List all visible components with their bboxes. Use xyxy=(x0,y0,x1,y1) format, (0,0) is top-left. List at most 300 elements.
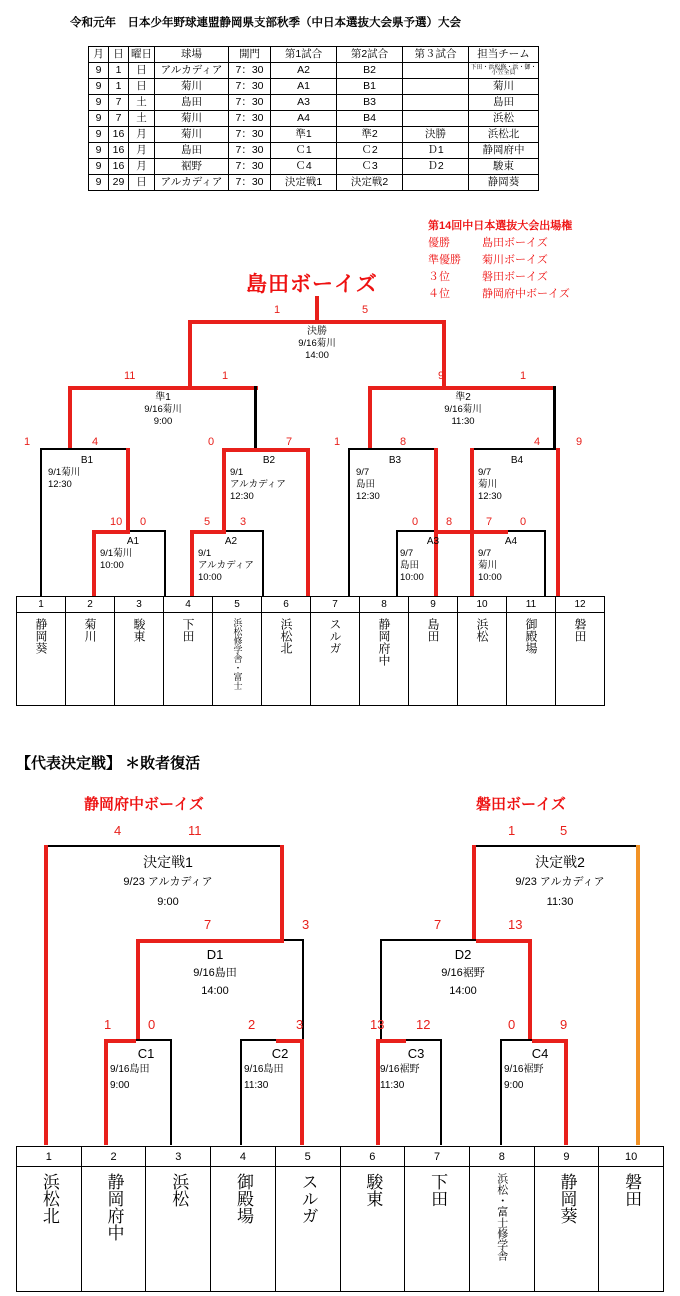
bracket-line xyxy=(190,530,194,596)
bracket-line xyxy=(500,1039,532,1041)
team-cell xyxy=(469,1146,535,1292)
first-a2-time: 10:00 xyxy=(198,572,222,583)
cell-day: 16 xyxy=(109,143,129,159)
team-no: 10 xyxy=(599,1147,663,1167)
schedule-table xyxy=(88,46,539,191)
semi2-label: 準2 xyxy=(455,392,471,403)
cell-field: 裾野 xyxy=(155,159,229,175)
cell-team xyxy=(469,63,539,79)
playoff-c3-score-left: 13 xyxy=(370,1017,385,1032)
team-name: 駿東 xyxy=(132,618,146,642)
cell-game3 xyxy=(403,63,469,79)
team-no: 4 xyxy=(211,1147,275,1167)
playoff-c3-label: C3 xyxy=(407,1046,425,1061)
cell-field: アルカディア xyxy=(155,63,229,79)
cell-game1: A3 xyxy=(271,95,337,111)
team-cell xyxy=(457,596,507,706)
first-a4-time: 10:00 xyxy=(478,572,502,583)
quarter-b4-date: 9/7 xyxy=(478,467,492,478)
playoff-c2-date: 9/16島田 xyxy=(244,1064,284,1075)
bracket-line xyxy=(44,845,48,1145)
playoff-semi-d1-score-left: 7 xyxy=(204,917,212,932)
quarter-b2-score-right: 7 xyxy=(286,436,293,448)
team-name: 浜松北 xyxy=(279,618,293,654)
team-cell xyxy=(212,596,262,706)
cell-game2: Ｃ3 xyxy=(337,159,403,175)
schedule-header-cell: 日 xyxy=(109,47,129,63)
bracket-line xyxy=(508,530,546,532)
bracket-line xyxy=(92,530,96,596)
semi1-time: 9:00 xyxy=(153,416,173,427)
schedule-header-cell: 担当チーム xyxy=(469,47,539,63)
cell-open: 7：30 xyxy=(229,143,271,159)
bracket-line xyxy=(553,386,556,448)
playoff-final2-score-left: 1 xyxy=(508,823,516,838)
team-cell xyxy=(261,596,311,706)
first-a1-time: 10:00 xyxy=(100,560,124,571)
cell-dow: 月 xyxy=(129,127,155,143)
playoff-c1-label: C1 xyxy=(137,1046,155,1061)
cell-open: 7：30 xyxy=(229,95,271,111)
team-no: 5 xyxy=(276,1147,340,1167)
quarter-b1-score-right: 4 xyxy=(92,436,99,448)
team-no: 11 xyxy=(507,597,555,613)
team-name: 静岡府中 xyxy=(104,1173,124,1241)
quarter-b2-score-left: 0 xyxy=(208,436,215,448)
first-a3-label: A3 xyxy=(426,536,440,547)
schedule-header-cell: 開門 xyxy=(229,47,271,63)
cell-open: 7：30 xyxy=(229,111,271,127)
team-cell xyxy=(534,1146,600,1292)
team-cell xyxy=(65,596,115,706)
cell-dow: 土 xyxy=(129,95,155,111)
quarter-b3-node xyxy=(356,455,434,503)
cell-day: 16 xyxy=(109,159,129,175)
first-a3-time: 10:00 xyxy=(400,572,424,583)
first-a2-node xyxy=(198,536,264,584)
cell-game2: 決定戦2 xyxy=(337,175,403,191)
cell-day: 29 xyxy=(109,175,129,191)
team-no: 4 xyxy=(164,597,212,613)
team-cell xyxy=(404,1146,470,1292)
team-name: 磐田 xyxy=(573,618,587,642)
cell-game1: 決定戦1 xyxy=(271,175,337,191)
first-a1-label: A1 xyxy=(126,536,140,547)
playoff-c1-node xyxy=(110,1046,182,1094)
team-name: 磐田 xyxy=(622,1173,642,1207)
playoff-c1-score-right: 0 xyxy=(148,1017,156,1032)
semi1-label: 準1 xyxy=(155,392,171,403)
bracket-line xyxy=(368,386,372,448)
schedule-header-cell: 月 xyxy=(89,47,109,63)
cell-team: 駿東 xyxy=(469,159,539,175)
playoff-final2-date: 9/23 アルカディア xyxy=(515,876,605,888)
playoff-c3-node xyxy=(380,1046,452,1094)
quarter-b3-label: B3 xyxy=(388,455,402,466)
bracket-line xyxy=(40,448,130,450)
playoff-final2-label: 決定戦2 xyxy=(535,854,585,870)
bracket-line xyxy=(136,939,284,943)
cell-team: 浜松北 xyxy=(469,127,539,143)
first-a2-score-right: 3 xyxy=(240,516,247,528)
semi2-node xyxy=(408,392,518,428)
cell-game1: Ｃ4 xyxy=(271,159,337,175)
results-note-header: 第14回中日本選抜大会出場権 xyxy=(428,220,573,232)
cell-game1: 準1 xyxy=(271,127,337,143)
playoff-c2-time: 11:30 xyxy=(244,1080,269,1091)
bracket-line xyxy=(636,845,640,1145)
bracket-line xyxy=(348,448,438,450)
team-no: 8 xyxy=(470,1147,534,1167)
cell-team-label: 下田・浜松修・浜・御・小笠全員 xyxy=(470,65,537,76)
playoff-c1-score-left: 1 xyxy=(104,1017,112,1032)
playoff-winner-left: 静岡府中ボーイズ xyxy=(84,796,204,813)
first-a4-score-left: 7 xyxy=(486,516,493,528)
table-row xyxy=(89,143,539,159)
bracket-line xyxy=(470,448,560,450)
team-cell xyxy=(145,1146,211,1292)
final-label: 決勝 xyxy=(307,326,327,337)
team-cell xyxy=(340,1146,406,1292)
semi2-score-right: 1 xyxy=(520,370,527,382)
cell-field: アルカディア xyxy=(155,175,229,191)
bracket-line xyxy=(280,845,284,939)
quarter-b2-time: 12:30 xyxy=(230,491,254,502)
cell-game2: B3 xyxy=(337,95,403,111)
semi1-score-left: 11 xyxy=(124,370,136,382)
bracket-line xyxy=(222,448,226,530)
team-no: 3 xyxy=(115,597,163,613)
first-a1-node xyxy=(100,536,166,572)
playoff-final1-date: 9/23 アルカディア xyxy=(123,876,213,888)
playoff-semi-d1-label: D1 xyxy=(206,947,224,962)
schedule-header-cell: 球場 xyxy=(155,47,229,63)
quarter-b3-score-right: 8 xyxy=(400,436,407,448)
team-cell xyxy=(598,1146,664,1292)
bracket-line xyxy=(222,448,310,452)
results-note-row xyxy=(428,252,572,269)
playoff-c1-date: 9/16島田 xyxy=(110,1064,150,1075)
bracket-line xyxy=(396,530,398,596)
cell-month: 9 xyxy=(89,127,109,143)
cell-game1: A2 xyxy=(271,63,337,79)
schedule-header-row xyxy=(89,47,539,63)
quarter-b2-venue: アルカディア xyxy=(230,479,286,490)
results-note xyxy=(428,218,572,303)
team-no: 1 xyxy=(17,597,65,613)
bracket-line xyxy=(470,530,508,534)
playoff-semi-d1-score-right: 3 xyxy=(302,917,310,932)
team-cell xyxy=(16,1146,82,1292)
team-name: 下田 xyxy=(428,1173,448,1207)
playoff-c4-date: 9/16裾野 xyxy=(504,1064,544,1075)
cell-game2: B2 xyxy=(337,63,403,79)
playoff-c4-score-left: 0 xyxy=(508,1017,516,1032)
playoff-final2-node xyxy=(490,852,630,912)
first-a4-label: A4 xyxy=(504,536,518,547)
team-no: 6 xyxy=(262,597,310,613)
bracket-line xyxy=(500,1039,502,1145)
team-cell xyxy=(163,596,213,706)
first-a3-score-left: 0 xyxy=(412,516,419,528)
first-a4-date: 9/7 xyxy=(478,548,492,559)
cell-team: 静岡葵 xyxy=(469,175,539,191)
playoff-winner-right: 磐田ボーイズ xyxy=(476,796,566,813)
team-no: 6 xyxy=(341,1147,405,1167)
schedule-header-cell: 第1試合 xyxy=(271,47,337,63)
playoff-final1-score-right: 11 xyxy=(188,823,202,838)
bracket-line xyxy=(188,320,192,386)
final-date: 9/16菊川 xyxy=(298,338,336,349)
table-row xyxy=(89,63,539,79)
bracket-line xyxy=(434,530,472,534)
cell-month: 9 xyxy=(89,159,109,175)
team-name: 浜松北 xyxy=(39,1173,59,1224)
cell-open: 7：30 xyxy=(229,63,271,79)
cell-field: 島田 xyxy=(155,143,229,159)
playoff-c4-score-right: 9 xyxy=(560,1017,568,1032)
team-cell xyxy=(310,596,360,706)
cell-dow: 土 xyxy=(129,111,155,127)
cell-day: 16 xyxy=(109,127,129,143)
bracket-line xyxy=(380,939,476,941)
cell-month: 9 xyxy=(89,175,109,191)
cell-day: 1 xyxy=(109,79,129,95)
first-a1-score-right: 0 xyxy=(140,516,147,528)
cell-game1: Ｃ1 xyxy=(271,143,337,159)
team-cell xyxy=(16,596,66,706)
quarter-b4-score-right: 9 xyxy=(576,436,583,448)
quarter-b4-time: 12:30 xyxy=(478,491,502,502)
playoff-semi-d1-node xyxy=(150,946,280,1000)
team-name: スルガ xyxy=(328,618,342,654)
cell-month: 9 xyxy=(89,111,109,127)
table-row xyxy=(89,95,539,111)
cell-open: 7：30 xyxy=(229,159,271,175)
cell-game3 xyxy=(403,79,469,95)
playoff-c2-node xyxy=(244,1046,316,1094)
bracket-line xyxy=(68,386,258,390)
bracket-line xyxy=(528,939,532,1039)
bracket-line xyxy=(44,845,284,847)
playoff-final2-score-right: 5 xyxy=(560,823,568,838)
team-no: 7 xyxy=(311,597,359,613)
playoff-title: 【代表決定戦】 ＊敗者復活 xyxy=(16,755,201,772)
cell-team: 浜松 xyxy=(469,111,539,127)
quarter-b4-label: B4 xyxy=(510,455,524,466)
team-name: 御殿場 xyxy=(233,1173,253,1224)
quarter-b3-time: 12:30 xyxy=(356,491,380,502)
team-name: 浜松修学舎・富士 xyxy=(232,618,243,690)
table-row xyxy=(89,159,539,175)
bracket-line xyxy=(476,939,532,943)
cell-day: 7 xyxy=(109,111,129,127)
team-no: 5 xyxy=(213,597,261,613)
semi1-date: 9/16菊川 xyxy=(144,404,182,415)
cell-day: 1 xyxy=(109,63,129,79)
cell-game2: B1 xyxy=(337,79,403,95)
results-note-row xyxy=(428,286,572,303)
rank-label: 優勝 xyxy=(428,237,450,249)
bracket-line xyxy=(556,448,560,596)
cell-game3 xyxy=(403,95,469,111)
cell-game3: Ｄ2 xyxy=(403,159,469,175)
bracket-line xyxy=(240,1039,242,1145)
cell-dow: 月 xyxy=(129,143,155,159)
team-cell xyxy=(275,1146,341,1292)
rank-label: ４位 xyxy=(428,288,450,300)
first-a2-venue: アルカディア xyxy=(198,560,254,571)
team-no: 9 xyxy=(535,1147,599,1167)
cell-month: 9 xyxy=(89,95,109,111)
cell-game3: Ｄ1 xyxy=(403,143,469,159)
team-name: 浜松 xyxy=(169,1173,189,1207)
cell-game3: 決勝 xyxy=(403,127,469,143)
team-no: 7 xyxy=(405,1147,469,1167)
quarter-b1-date: 9/1菊川 xyxy=(48,467,81,478)
cell-team: 島田 xyxy=(469,95,539,111)
table-row xyxy=(89,111,539,127)
semi2-date: 9/16菊川 xyxy=(444,404,482,415)
playoff-c2-label: C2 xyxy=(271,1046,289,1061)
playoff-c2-score-left: 2 xyxy=(248,1017,256,1032)
bracket-line xyxy=(104,1039,108,1145)
cell-game3 xyxy=(403,175,469,191)
team-cell xyxy=(408,596,458,706)
bracket-line xyxy=(92,530,130,534)
playoff-team-row xyxy=(16,1146,664,1292)
rank-team: 静岡府中ボーイズ xyxy=(482,288,570,300)
bracket-line xyxy=(226,530,264,532)
cell-open: 7：30 xyxy=(229,79,271,95)
playoff-semi-d2-time: 14:00 xyxy=(449,985,477,997)
team-no: 3 xyxy=(146,1147,210,1167)
cell-month: 9 xyxy=(89,143,109,159)
bracket-line xyxy=(126,448,130,530)
team-no: 8 xyxy=(360,597,408,613)
playoff-semi-d2-label: D2 xyxy=(454,947,472,962)
quarter-b2-date: 9/1 xyxy=(230,467,244,478)
playoff-c2-score-right: 3 xyxy=(296,1017,304,1032)
team-no: 2 xyxy=(82,1147,146,1167)
bracket-line xyxy=(470,448,474,530)
results-note-row xyxy=(428,269,572,286)
first-a3-node xyxy=(400,536,466,584)
team-name: 静岡府中 xyxy=(377,618,391,666)
results-note-row xyxy=(428,235,572,252)
first-a3-date: 9/7 xyxy=(400,548,414,559)
table-row xyxy=(89,127,539,143)
bracket-line xyxy=(136,939,140,1039)
first-a4-node xyxy=(478,536,544,584)
bracket-line xyxy=(130,530,166,532)
first-a2-label: A2 xyxy=(224,536,238,547)
cell-game3 xyxy=(403,111,469,127)
quarter-b1-node xyxy=(48,455,126,491)
bracket-line xyxy=(472,845,476,939)
cell-month: 9 xyxy=(89,63,109,79)
first-a2-date: 9/1 xyxy=(198,548,212,559)
quarter-b2-node xyxy=(230,455,308,503)
playoff-semi-d2-score-left: 7 xyxy=(434,917,442,932)
cell-game1: A4 xyxy=(271,111,337,127)
bracket-line xyxy=(348,448,350,596)
quarter-b4-node xyxy=(478,455,556,503)
schedule-header-cell: 第2試合 xyxy=(337,47,403,63)
page-title: 令和元年 日本少年野球連盟静岡県支部秋季（中日本選抜大会県予選）大会 xyxy=(70,17,461,29)
semi2-time: 11:30 xyxy=(451,416,475,427)
playoff-semi-d2-node xyxy=(398,946,528,1000)
team-cell xyxy=(114,596,164,706)
bracket-line xyxy=(396,530,434,532)
playoff-semi-d2-date: 9/16裾野 xyxy=(441,967,485,979)
rank-team: 菊川ボーイズ xyxy=(482,254,548,266)
bracket-line xyxy=(434,448,438,530)
bracket-line xyxy=(544,530,546,596)
playoff-final1-score-left: 4 xyxy=(114,823,122,838)
bracket-line xyxy=(104,1039,136,1043)
bracket-line xyxy=(68,386,72,448)
cell-team: 菊川 xyxy=(469,79,539,95)
cell-dow: 月 xyxy=(129,159,155,175)
team-name: 静岡葵 xyxy=(557,1173,577,1224)
bracket-line xyxy=(470,530,474,596)
cell-month: 9 xyxy=(89,79,109,95)
main-team-row xyxy=(16,596,616,706)
main-champion-label: 島田ボーイズ xyxy=(246,273,378,296)
team-cell xyxy=(359,596,409,706)
bracket-line xyxy=(532,1039,568,1043)
semi1-node xyxy=(108,392,218,428)
quarter-b3-date: 9/7 xyxy=(356,467,370,478)
bracket-line xyxy=(136,1039,172,1041)
first-a1-score-left: 10 xyxy=(110,516,123,528)
team-name: スルガ xyxy=(298,1173,318,1224)
team-no: 9 xyxy=(409,597,457,613)
bracket-line xyxy=(315,296,319,322)
playoff-semi-d1-time: 14:00 xyxy=(201,985,229,997)
cell-game2: 準2 xyxy=(337,127,403,143)
playoff-final1-time: 9:00 xyxy=(157,896,179,908)
team-no: 2 xyxy=(66,597,114,613)
cell-open: 7：30 xyxy=(229,175,271,191)
team-no: 1 xyxy=(17,1147,81,1167)
playoff-c3-time: 11:30 xyxy=(380,1080,405,1091)
first-a3-venue: 島田 xyxy=(400,560,420,571)
quarter-b3-venue: 島田 xyxy=(356,479,376,490)
first-a1-date: 9/1菊川 xyxy=(100,548,133,559)
playoff-c4-label: C4 xyxy=(531,1046,549,1061)
quarter-b1-time: 12:30 xyxy=(48,479,72,490)
cell-team: 静岡府中 xyxy=(469,143,539,159)
bracket-line xyxy=(284,939,304,941)
cell-game2: B4 xyxy=(337,111,403,127)
bracket-line xyxy=(368,386,556,390)
semi2-score-left: 9 xyxy=(438,370,445,382)
final-time: 14:00 xyxy=(305,350,329,361)
playoff-semi-d1-date: 9/16島田 xyxy=(193,967,237,979)
quarter-b4-venue: 菊川 xyxy=(478,479,498,490)
playoff-c3-date: 9/16裾野 xyxy=(380,1064,420,1075)
table-row xyxy=(89,175,539,191)
team-cell xyxy=(555,596,605,706)
playoff-final1-label: 決定戦1 xyxy=(143,854,193,870)
schedule-header-cell: 第３試合 xyxy=(403,47,469,63)
team-name: 浜松 xyxy=(475,618,489,642)
team-cell xyxy=(81,1146,147,1292)
bracket-line xyxy=(188,320,446,324)
team-name: 駿東 xyxy=(363,1173,383,1207)
